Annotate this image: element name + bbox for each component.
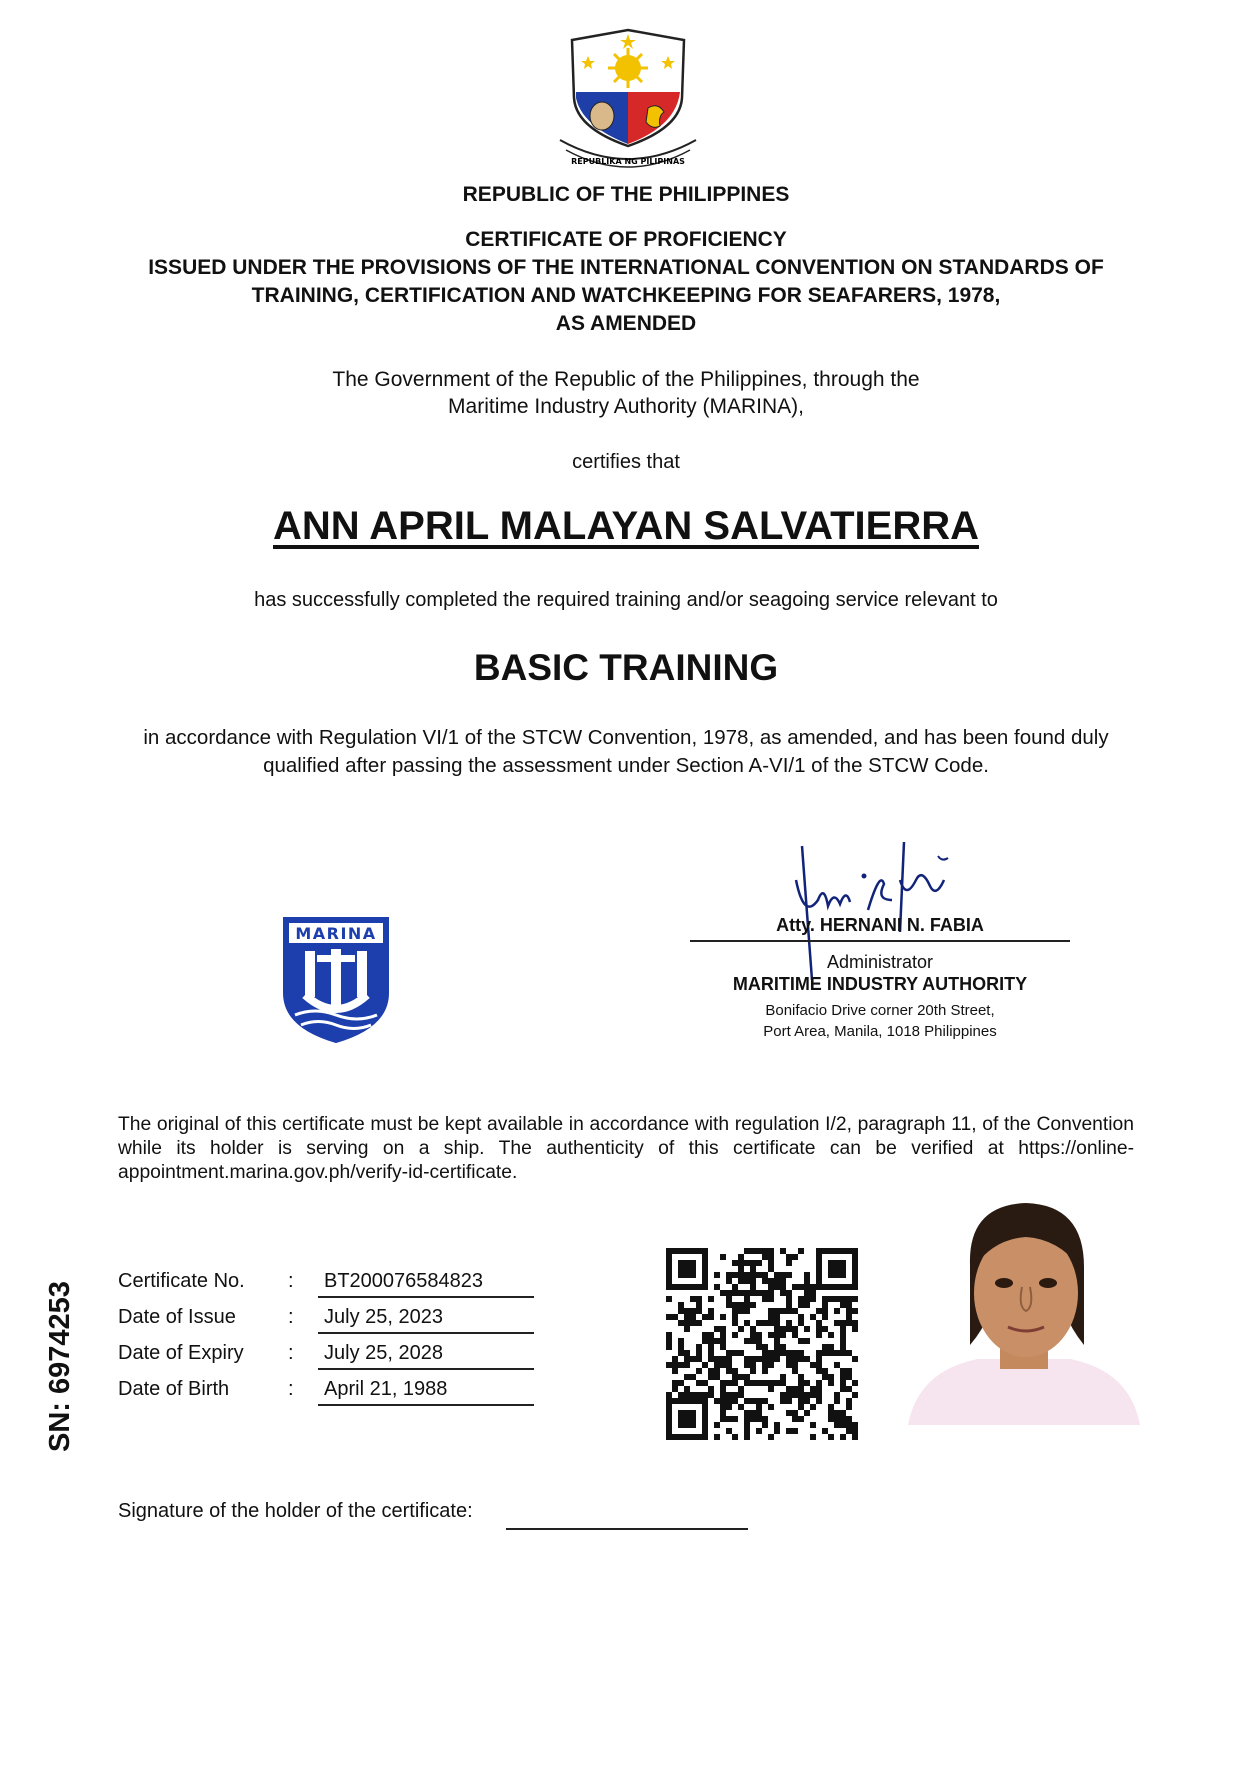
- holder-signature-field[interactable]: [506, 1528, 748, 1530]
- holder-signature-label: Signature of the holder of the certificate:: [118, 1500, 473, 1522]
- detail-colon: :: [288, 1378, 294, 1400]
- government-line: Maritime Industry Authority (MARINA),: [448, 395, 804, 418]
- svg-text:REPUBLIKA NG PILIPINAS: REPUBLIKA NG PILIPINAS: [571, 157, 685, 166]
- regulation-statement: [0, 724, 1252, 780]
- marina-logo-icon: [281, 915, 391, 1045]
- detail-label: Certificate No.: [118, 1270, 245, 1292]
- svg-text:MARINA: MARINA: [295, 924, 377, 943]
- title-line: AS AMENDED: [555, 312, 697, 335]
- authority-name: MARITIME INDUSTRY AUTHORITY: [732, 974, 1028, 994]
- signatory-title: Administrator: [826, 952, 934, 972]
- serial-number: SN: 6974253: [44, 1281, 76, 1452]
- detail-colon: :: [288, 1342, 294, 1364]
- regulation-line: qualified after passing the assessment under Section A-VI/1 of the STCW Code.: [263, 754, 989, 777]
- regulation-line: in accordance with Regulation VI/1 of the STCW Convention, 1978, as amended, and has been found duly: [143, 726, 1109, 749]
- authority-address: [690, 1000, 1070, 1042]
- verification-notice: The original of this certificate must be kept available in accordance with regulation I/2, paragraph 11, of the Convention while its holder is serving on a ship. The authenticity of this certificate can be verified at https://online-appointment.marina.gov.ph/verify-id-certificate.: [118, 1114, 1134, 1183]
- philippine-seal-icon: [552, 28, 704, 180]
- detail-colon: :: [288, 1306, 294, 1328]
- certificate-title: [0, 226, 1252, 338]
- certifies-text: certifies that: [572, 451, 680, 473]
- detail-label: Date of Expiry: [118, 1342, 244, 1364]
- holder-photo: [908, 1195, 1140, 1425]
- address-line: Port Area, Manila, 1018 Philippines: [763, 1023, 997, 1040]
- detail-value: July 25, 2023: [318, 1306, 534, 1334]
- course-title: BASIC TRAINING: [473, 647, 779, 688]
- detail-label: Date of Birth: [118, 1378, 230, 1400]
- detail-value: April 21, 1988: [318, 1378, 534, 1406]
- completion-text: has successfully completed the required training and/or seagoing service relevant to: [254, 589, 998, 611]
- title-line: CERTIFICATE OF PROFICIENCY: [465, 228, 787, 251]
- title-line: ISSUED UNDER THE PROVISIONS OF THE INTERNATIONAL CONVENTION ON STANDARDS OF: [148, 256, 1104, 279]
- government-statement: [0, 366, 1252, 420]
- detail-value: July 25, 2028: [318, 1342, 534, 1370]
- qr-code-icon[interactable]: [664, 1246, 860, 1442]
- republic-heading: REPUBLIC OF THE PHILIPPINES: [462, 183, 790, 206]
- holder-name: ANN APRIL MALAYAN SALVATIERRA: [273, 504, 979, 548]
- detail-label: Date of Issue: [118, 1306, 236, 1328]
- signatory-name: Atty. HERNANI N. FABIA: [776, 915, 984, 935]
- title-line: TRAINING, CERTIFICATION AND WATCHKEEPING FOR SEAFARERS, 1978,: [251, 284, 1001, 307]
- detail-value: BT200076584823: [318, 1270, 534, 1298]
- detail-colon: :: [288, 1270, 294, 1292]
- signature-line: [690, 940, 1070, 942]
- government-line: The Government of the Republic of the Philippines, through the: [332, 368, 920, 391]
- address-line: Bonifacio Drive corner 20th Street,: [765, 1002, 995, 1019]
